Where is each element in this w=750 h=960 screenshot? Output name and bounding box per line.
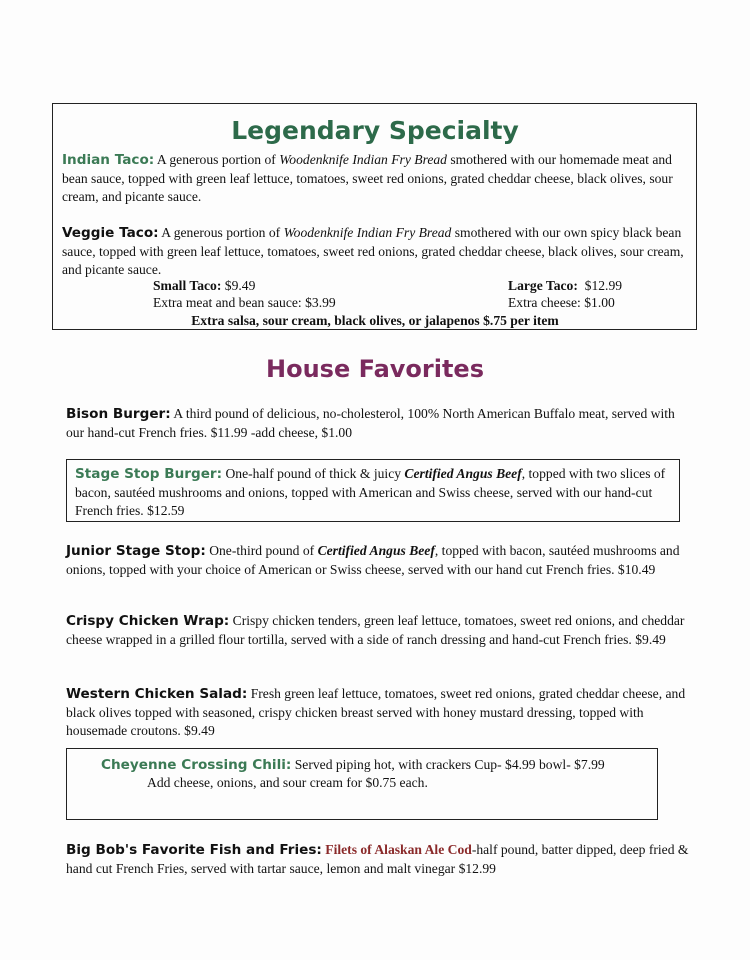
extra-meat-price: Extra meat and bean sauce: $3.99 bbox=[153, 295, 336, 310]
indian-taco-label: Indian Taco: bbox=[62, 152, 155, 168]
large-taco-value: $12.99 bbox=[577, 278, 623, 293]
fish-and-fries-item bbox=[66, 841, 691, 878]
junior-brand: Certified Angus Beef bbox=[317, 543, 435, 558]
stage-stop-label: Stage Stop Burger: bbox=[75, 466, 223, 482]
western-chicken-salad-item bbox=[66, 685, 691, 741]
stage-stop-desc-pre: One-half pound of thick & juicy bbox=[222, 466, 405, 481]
veggie-taco-label: Veggie Taco: bbox=[62, 225, 159, 241]
stage-stop-brand: Certified Angus Beef bbox=[404, 466, 522, 481]
stage-stop-burger-item bbox=[75, 465, 675, 521]
crispy-chicken-wrap-desc: Crispy chicken tenders, green leaf lettuce, tomatoes, sweet red onions, and cheddar cheese wrapped in a grilled flour tortilla, served with a side of ranch dressing and hand-cut French fries. $9.49 bbox=[66, 613, 685, 647]
junior-stage-stop-label: Junior Stage Stop: bbox=[66, 543, 206, 559]
favorites-title: House Favorites bbox=[266, 355, 484, 383]
small-taco-label: Small Taco: bbox=[153, 278, 222, 293]
large-taco-label: Large Taco: bbox=[508, 278, 578, 293]
large-taco-price bbox=[508, 277, 622, 295]
western-chicken-salad-label: Western Chicken Salad: bbox=[66, 686, 248, 702]
indian-taco-item bbox=[62, 151, 692, 207]
junior-desc-post: , topped with bacon, sautéed mushrooms and onions, topped with your choice of American or Swiss cheese, served with our hand cut French fries. $10.49 bbox=[66, 543, 680, 577]
bison-burger-item bbox=[66, 405, 686, 442]
fish-and-fries-label: Big Bob's Favorite Fish and Fries: bbox=[66, 842, 322, 858]
crispy-chicken-wrap-item bbox=[66, 612, 691, 649]
bison-burger-desc: A third pound of delicious, no-cholesterol, 100% North American Buffalo meat, served with our hand-cut French fries. $11.99 -add cheese, $1.00 bbox=[66, 406, 675, 440]
veggie-taco-item bbox=[62, 224, 692, 280]
bison-burger-label: Bison Burger: bbox=[66, 406, 171, 422]
extra-items-note: Extra salsa, sour cream, black olives, or jalapenos $.75 per item bbox=[191, 313, 559, 328]
indian-taco-desc-post: smothered with our homemade meat and bean sauce, topped with green leaf lettuce, tomatoes, sweet red onions, grated cheddar cheese, black olives, sour cream, and picante sauce. bbox=[62, 152, 673, 204]
fish-and-fries-desc: -half pound, batter dipped, deep fried & hand cut French Fries, served with tartar sauce, lemon and malt vinegar $12.99 bbox=[66, 842, 689, 876]
stage-stop-desc-post: , topped with two slices of bacon, sautéed mushrooms and onions, topped with American and Swiss cheese, served with our hand-cut French fries. $12.59 bbox=[75, 466, 666, 518]
western-chicken-salad-desc: Fresh green leaf lettuce, tomatoes, sweet red onions, grated cheddar cheese, and black olives topped with seasoned, crispy chicken breast served with honey mustard dressing, topped with housemade croutons. $9.49 bbox=[66, 686, 686, 738]
chili-addons: Add cheese, onions, and sour cream for $0.75 each. bbox=[147, 775, 428, 790]
cheyenne-chili-label: Cheyenne Crossing Chili: bbox=[101, 757, 292, 773]
veggie-taco-desc-pre: A generous portion of bbox=[158, 225, 284, 240]
junior-stage-stop-item bbox=[66, 542, 691, 579]
specialty-title: Legendary Specialty bbox=[231, 116, 519, 145]
extra-cheese-price: Extra cheese: $1.00 bbox=[508, 295, 615, 310]
fish-and-fries-highlight: Filets of Alaskan Ale Cod bbox=[321, 842, 472, 857]
junior-desc-pre: One-third pound of bbox=[205, 543, 318, 558]
veggie-taco-brand: Woodenknife Indian Fry Bread bbox=[283, 225, 452, 240]
crispy-chicken-wrap-label: Crispy Chicken Wrap: bbox=[66, 613, 230, 629]
small-taco-price bbox=[153, 277, 255, 295]
indian-taco-brand: Woodenknife Indian Fry Bread bbox=[279, 152, 447, 167]
cheyenne-chili-desc: Served piping hot, with crackers Cup- $4.99 bowl- $7.99 bbox=[291, 757, 605, 772]
small-taco-value: $9.49 bbox=[221, 278, 256, 293]
indian-taco-desc-pre: A generous portion of bbox=[154, 152, 280, 167]
cheyenne-chili-item bbox=[101, 756, 656, 775]
veggie-taco-desc-post: smothered with our own spicy black bean sauce, topped with green leaf lettuce, tomatoes, sweet red onions, grated cheddar cheese, black olives, sour cream, and picante sauce. bbox=[62, 225, 684, 277]
